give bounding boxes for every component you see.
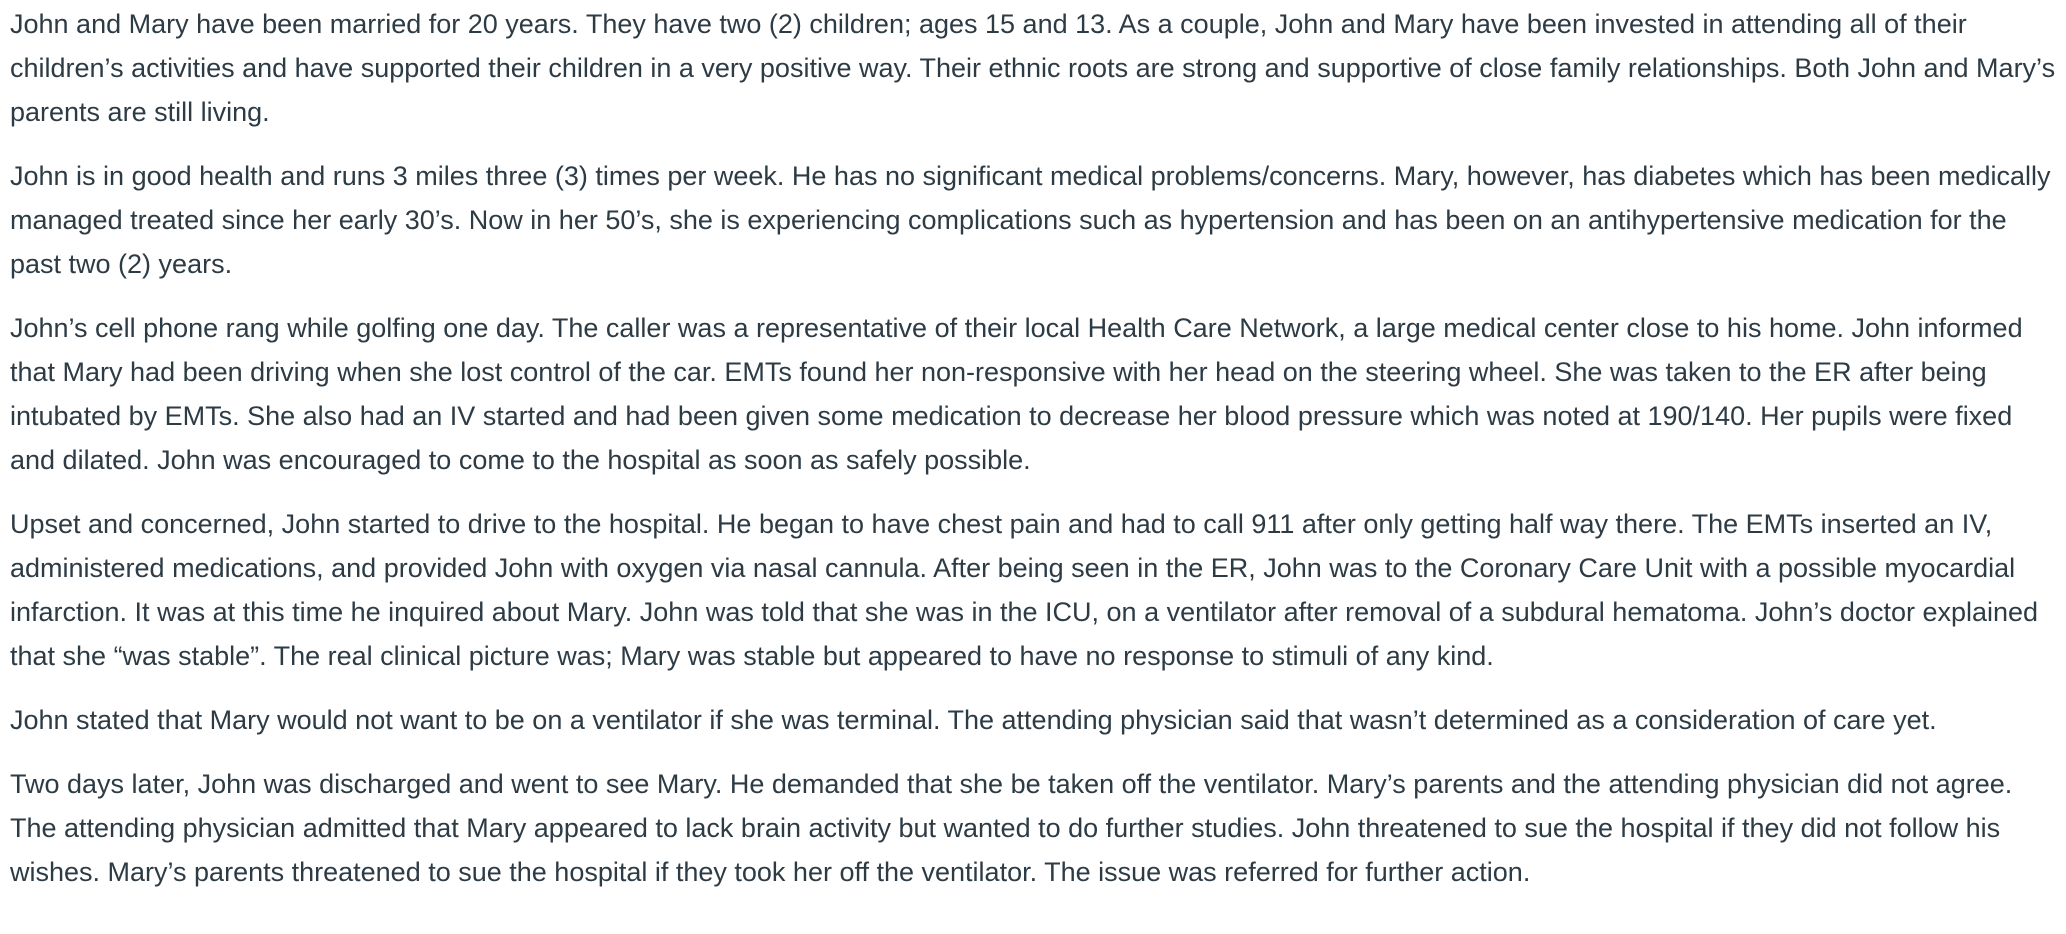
paragraph-ventilator-statement: John stated that Mary would not want to be on a ventilator if she was terminal. The attending physician said that wasn’t determined as a consideration of care yet. <box>10 705 1937 735</box>
paragraph-marriage-family: John and Mary have been married for 20 years. They have two (2) children; ages 15 and 13. As a couple, John and Mary have been invested in attending all of their children’s activities and have supported their children in a very positive way. Their ethnic roots are strong and supportive of close family relationships. Both John and Mary’s parents are still living. <box>10 9 2056 127</box>
paragraph-john-chest-pain: Upset and concerned, John started to drive to the hospital. He began to have chest pain and had to call 911 after only getting half way there. The EMTs inserted an IV, administered medications, and provided John with oxygen via nasal cannula. After being seen in the ER, John was to the Coronary Care Unit with a possible myocardial infarction. It was at this time he inquired about Mary. John was told that she was in the ICU, on a ventilator after removal of a subdural hematoma. John’s doctor explained that she “was stable”. The real clinical picture was; Mary was stable but appeared to have no response to stimuli of any kind. <box>10 509 2039 671</box>
paragraph-conflict-resolution: Two days later, John was discharged and went to see Mary. He demanded that she be taken off the ventilator. Mary’s parents and the attending physician did not agree. The attending physician admitted that Mary appeared to lack brain activity but wanted to do further studies. John threatened to sue the hospital if they did not follow his wishes. Mary’s parents threatened to sue the hospital if they took her off the ventilator. The issue was referred for further action. <box>10 769 2013 887</box>
paragraph-health-history: John is in good health and runs 3 miles three (3) times per week. He has no significant medical problems/concerns. Mary, however, has diabetes which has been medically managed treated since her early 30’s. Now in her 50’s, she is experiencing complications such as hypertension and has been on an antihypertensive medication for the past two (2) years. <box>10 161 2051 279</box>
paragraph-accident-call: John’s cell phone rang while golfing one day. The caller was a representative of their local Health Care Network, a large medical center close to his home. John informed that Mary had been driving when she lost control of the car. EMTs found her non-responsive with her head on the steering wheel. She was taken to the ER after being intubated by EMTs. She also had an IV started and had been given some medication to decrease her blood pressure which was noted at 190/140. Her pupils were fixed and dilated. John was encouraged to come to the hospital as soon as safely possible. <box>10 313 2023 475</box>
